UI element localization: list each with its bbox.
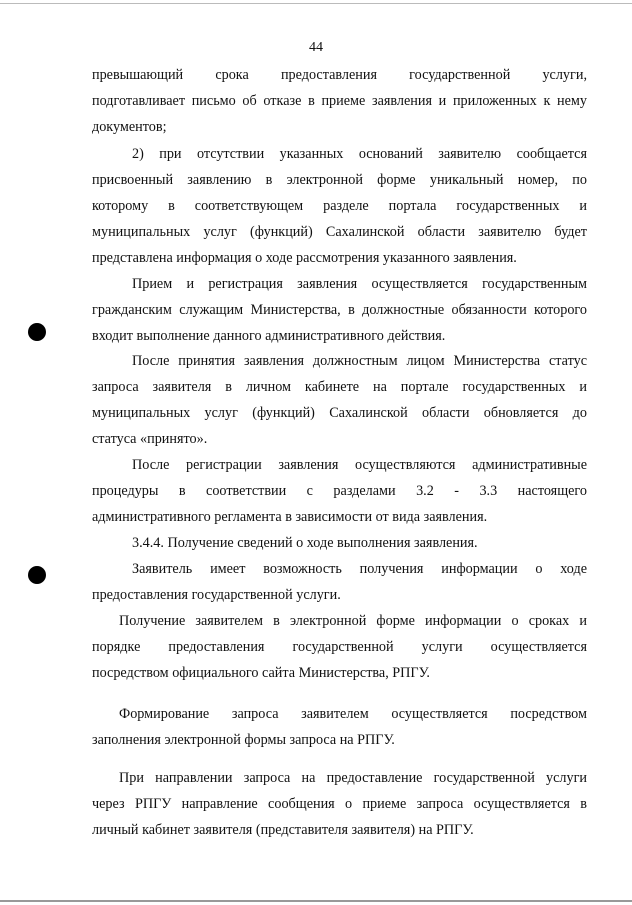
text-line: входит выполнение данного административного действия.: [92, 328, 446, 344]
page-number: 44: [309, 40, 323, 55]
text-line: процедуры в соответствии с разделами 3.2 - 3.3 настоящего: [92, 483, 587, 499]
text-line: Формирование запроса заявителем осуществляется посредством: [119, 706, 587, 722]
text-line: которому в соответствующем разделе портала государственных и: [92, 198, 587, 214]
paragraph: [92, 271, 587, 349]
text-line: документов;: [92, 119, 167, 135]
binder-hole-bottom: [28, 566, 46, 584]
paragraph: [92, 141, 587, 271]
paragraph: [92, 62, 587, 140]
text-line: через РПГУ направление сообщения о приеме запроса осуществляется в: [92, 796, 587, 812]
binder-hole-top: [28, 323, 46, 341]
paragraph: [92, 556, 587, 608]
text-line: присвоенный заявлению в электронной форме уникальный номер, по: [92, 172, 587, 188]
text-line: подготавливает письмо об отказе в приеме заявления и приложенных к нему: [92, 93, 587, 109]
text-line: гражданским служащим Министерства, в должностные обязанности которого: [92, 302, 587, 318]
scan-bottom-edge: [0, 900, 632, 902]
text-line: После принятия заявления должностным лицом Министерства статус: [132, 353, 587, 369]
paragraph: [92, 348, 587, 452]
text-line: При направлении запроса на предоставление государственной услуги: [119, 770, 587, 786]
text-line: 3.4.4. Получение сведений о ходе выполнения заявления.: [132, 535, 478, 551]
text-line: посредством официального сайта Министерства, РПГУ.: [92, 665, 430, 681]
text-line: личный кабинет заявителя (представителя заявителя) на РПГУ.: [92, 822, 474, 838]
text-line: муниципальных услуг (функций) Сахалинской области заявителю будет: [92, 224, 587, 240]
text-line: После регистрации заявления осуществляются административные: [132, 457, 587, 473]
text-line: Получение заявителем в электронной форме информации о сроках и: [119, 613, 587, 629]
text-line: предоставления государственной услуги.: [92, 587, 341, 603]
text-line: Заявитель имеет возможность получения информации о ходе: [132, 561, 587, 577]
section-heading: [92, 530, 587, 556]
text-line: Прием и регистрация заявления осуществляется государственным: [132, 276, 587, 292]
paragraph: [92, 765, 587, 843]
paragraph: [92, 452, 587, 530]
text-line: муниципальных услуг (функций) Сахалинской области обновляется до: [92, 405, 587, 421]
paragraph: [92, 608, 587, 686]
paragraph: [92, 701, 587, 753]
text-line: превышающий срока предоставления государственной услуги,: [92, 67, 587, 83]
text-line: представлена информация о ходе рассмотрения указанного заявления.: [92, 250, 517, 266]
text-line: заполнения электронной формы запроса на РПГУ.: [92, 732, 395, 748]
text-line: административного регламента в зависимости от вида заявления.: [92, 509, 488, 525]
text-line: 2) при отсутствии указанных оснований заявителю сообщается: [132, 146, 587, 162]
text-line: порядке предоставления государственной услуги осуществляется: [92, 639, 587, 655]
scan-top-edge: [0, 3, 632, 4]
text-line: запроса заявителя в личном кабинете на портале государственных и: [92, 379, 587, 395]
text-line: статуса «принято».: [92, 431, 208, 447]
